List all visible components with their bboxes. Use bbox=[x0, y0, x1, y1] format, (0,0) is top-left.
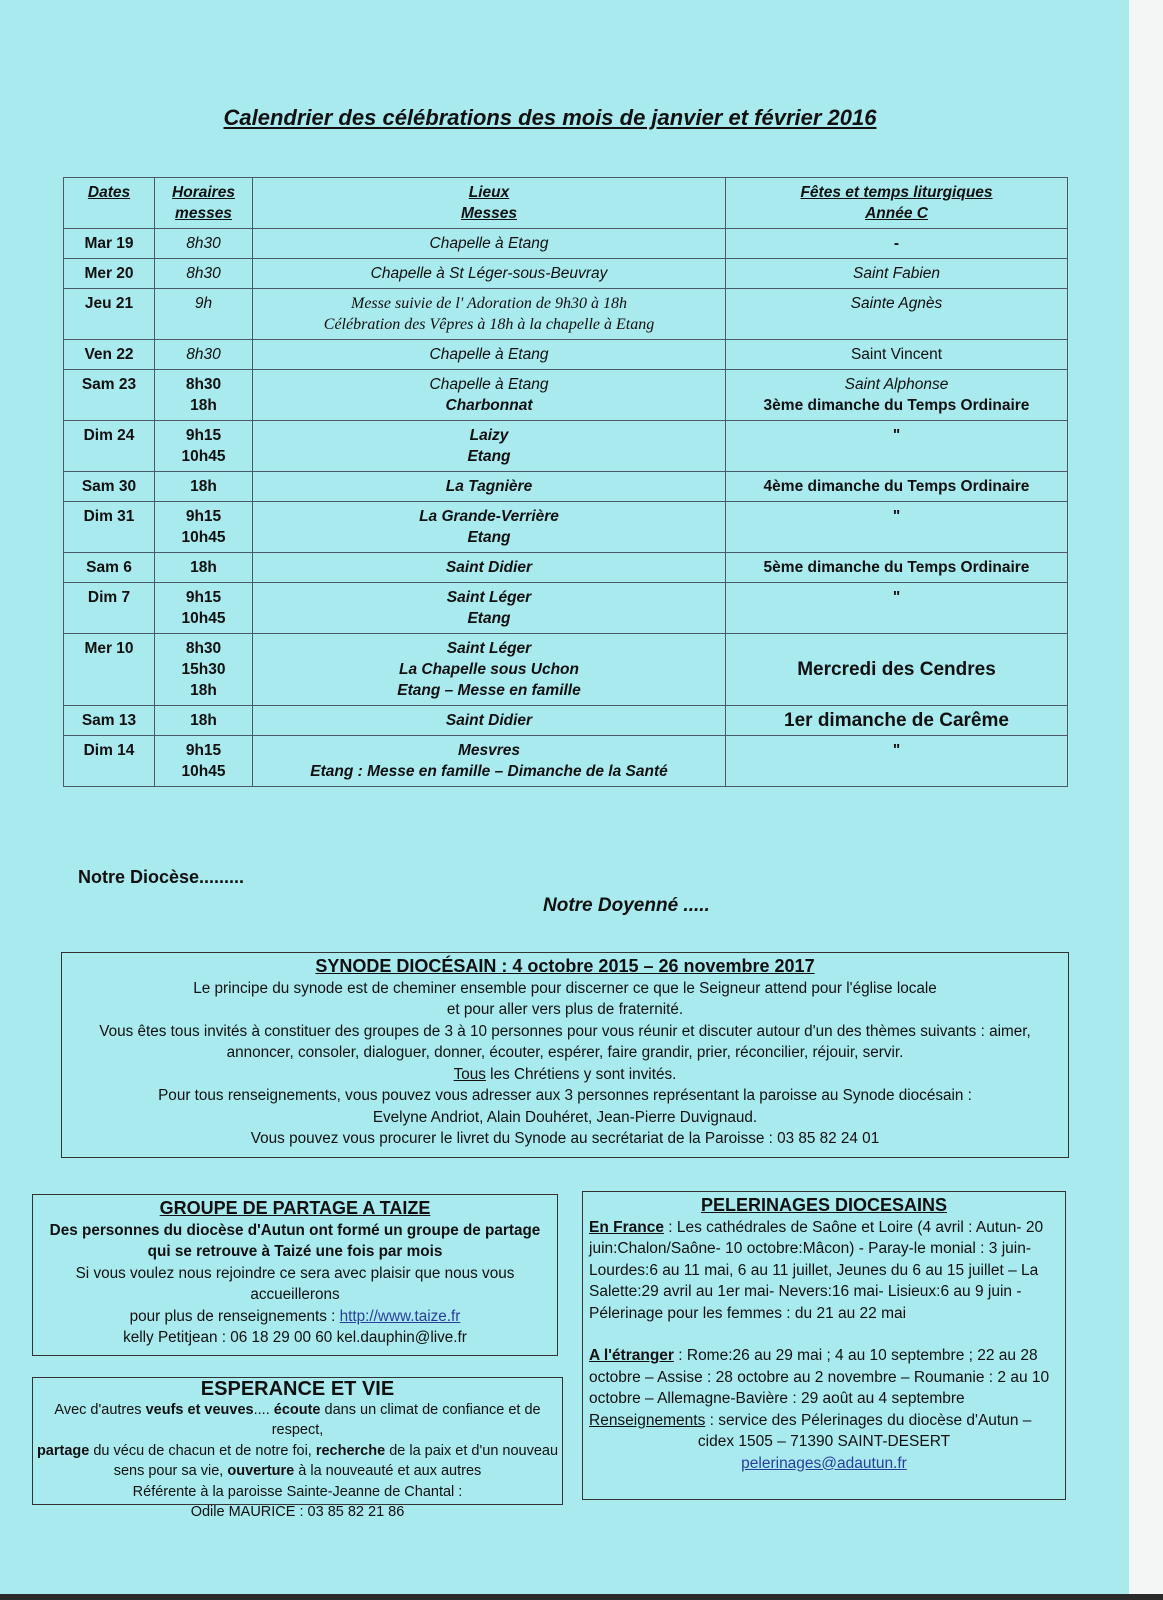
feast-value: 3ème dimanche du Temps Ordinaire bbox=[763, 397, 1030, 414]
table-row bbox=[64, 259, 1068, 289]
table-row bbox=[64, 340, 1068, 370]
feast-value: " bbox=[892, 589, 901, 606]
place-value: Etang bbox=[467, 448, 511, 465]
taize-link[interactable]: http://www.taize.fr bbox=[339, 1307, 461, 1325]
place-value: Saint Léger bbox=[446, 640, 532, 657]
table-row bbox=[64, 634, 1068, 706]
cell-feasts bbox=[726, 634, 1068, 706]
esperance-line: Référente à la paroisse Sainte-Jeanne de Chantal : bbox=[132, 1483, 463, 1500]
cell-places bbox=[253, 634, 726, 706]
cell-date: Mar 19 bbox=[64, 229, 155, 259]
time-value: 9h15 bbox=[185, 742, 222, 759]
table-row bbox=[64, 502, 1068, 553]
place-value: Chapelle à Etang bbox=[429, 235, 549, 252]
cell-date: Sam 13 bbox=[64, 706, 155, 736]
cell-feasts bbox=[726, 706, 1068, 736]
cell-date: Sam 23 bbox=[64, 370, 155, 421]
cell-date: Sam 30 bbox=[64, 472, 155, 502]
time-value: 9h15 bbox=[185, 589, 222, 606]
place-value: Chapelle à St Léger-sous-Beuvray bbox=[370, 265, 608, 282]
cell-times bbox=[155, 634, 253, 706]
place-value: Chapelle à Etang bbox=[429, 346, 549, 363]
time-value: 8h30 bbox=[186, 346, 221, 363]
pelerinages-email-wrap bbox=[583, 1453, 1065, 1475]
esperance-title: ESPERANCE ET VIE bbox=[200, 1378, 395, 1400]
esperance-line: Avec d'autres veufs et veuves.... écoute dans un climat de confiance et de respect, bbox=[54, 1401, 541, 1438]
cell-places bbox=[253, 502, 726, 553]
place-value: Charbonnat bbox=[445, 397, 533, 414]
cell-feasts bbox=[726, 502, 1068, 553]
table-row bbox=[64, 706, 1068, 736]
table-row bbox=[64, 421, 1068, 472]
page-edge bbox=[1129, 0, 1163, 1600]
feast-value: Saint Fabien bbox=[852, 265, 941, 282]
cell-times bbox=[155, 340, 253, 370]
time-value: 10h45 bbox=[181, 448, 226, 465]
cell-date: Mer 20 bbox=[64, 259, 155, 289]
time-value: 8h30 bbox=[185, 376, 222, 393]
taize-line: kelly Petitjean : 06 18 29 00 60 kel.dauphin@live.fr bbox=[123, 1329, 467, 1346]
place-value: Laizy bbox=[469, 427, 509, 444]
cell-places bbox=[253, 706, 726, 736]
synode-line: Tous les Chrétiens y sont invités. bbox=[453, 1065, 677, 1083]
cell-places bbox=[253, 553, 726, 583]
synode-line: Evelyne Andriot, Alain Douhéret, Jean-Pierre Duvignaud. bbox=[372, 1108, 758, 1126]
cell-date: Dim 14 bbox=[64, 736, 155, 787]
cell-places bbox=[253, 340, 726, 370]
place-value: Chapelle à Etang bbox=[429, 376, 549, 393]
page-title: Calendrier des célébrations des mois de janvier et février 2016 bbox=[223, 105, 877, 130]
place-value: Saint Didier bbox=[445, 559, 533, 576]
place-value: Etang : Messe en famille – Dimanche de la Santé bbox=[310, 763, 668, 780]
place-value: La Chapelle sous Uchon bbox=[398, 661, 579, 678]
feast-value: " bbox=[892, 508, 901, 525]
cell-times bbox=[155, 289, 253, 340]
esperance-line: sens pour sa vie, ouverture à la nouveauté et aux autres bbox=[113, 1463, 482, 1479]
cell-places bbox=[253, 289, 726, 340]
cell-places bbox=[253, 472, 726, 502]
pelerinages-etranger: A l'étranger : Rome:26 au 29 mai ; 4 au 10 septembre ; 22 au 28 octobre – Assise : 28 octobre au 2 novembre – Roumanie : 2 au 10 octobre – Allemagne-Bavière : 29 août au 4 septembre bbox=[589, 1347, 1050, 1407]
cell-feasts bbox=[726, 421, 1068, 472]
table-row bbox=[64, 472, 1068, 502]
cell-feasts bbox=[726, 229, 1068, 259]
place-value: Mesvres bbox=[457, 742, 521, 759]
time-value: 18h bbox=[190, 712, 217, 729]
time-value: 10h45 bbox=[181, 610, 226, 627]
time-value: 18h bbox=[190, 559, 217, 576]
table-row bbox=[64, 229, 1068, 259]
doyenne-heading: Notre Doyenné ..... bbox=[543, 895, 710, 916]
place-value: Etang bbox=[467, 610, 511, 627]
cell-times bbox=[155, 259, 253, 289]
cell-feasts bbox=[726, 472, 1068, 502]
cell-times bbox=[155, 502, 253, 553]
taize-box bbox=[32, 1194, 558, 1356]
pelerinages-renseignements: Renseignements : service des Pélerinages du diocèse d'Autun – bbox=[589, 1411, 1032, 1429]
table-header-row bbox=[64, 178, 1068, 229]
cell-feasts bbox=[726, 289, 1068, 340]
pelerinages-france: En France : Les cathédrales de Saône et Loire (4 avril : Autun- 20 juin:Chalon/Saône- 10 octobre:Mâcon) - Paray-le monial : 3 juin-Lourdes:6 au 11 mai, 6 au 11 juillet, Jeunes du 6 au 15 juillet – La Salette:29 avril au 1er mai- Nevers:16 mai- Lisieux:6 au 9 juin -Pélerinage pour les femmes : du 21 au 22 mai bbox=[589, 1218, 1044, 1322]
synode-line: Le principe du synode est de cheminer ensemble pour discerner ce que le Seigneur attend pour l'église locale bbox=[193, 979, 937, 997]
cell-date: Dim 7 bbox=[64, 583, 155, 634]
place-value: Etang – Messe en famille bbox=[397, 682, 581, 699]
synode-title: SYNODE DIOCÉSAIN : 4 octobre 2015 – 26 novembre 2017 bbox=[315, 956, 815, 976]
cell-feasts bbox=[726, 583, 1068, 634]
page-bottom-edge bbox=[0, 1594, 1163, 1600]
cell-places bbox=[253, 259, 726, 289]
place-value: Etang bbox=[467, 529, 511, 546]
cell-times bbox=[155, 472, 253, 502]
synode-line: Vous pouvez vous procurer le livret du Synode au secrétariat de la Paroisse : 03 85 82 24 01 bbox=[250, 1130, 880, 1147]
time-value: 18h bbox=[190, 682, 217, 699]
esperance-line: partage du vécu de chacun et de notre foi, recherche de la paix et d'un nouveau bbox=[36, 1442, 559, 1459]
esperance-box bbox=[32, 1377, 563, 1520]
cell-places bbox=[253, 229, 726, 259]
taize-line: pour plus de renseignements : http://www.taize.fr bbox=[129, 1307, 461, 1325]
pelerinages-email[interactable]: pelerinages@adautun.fr bbox=[741, 1454, 907, 1472]
table-row bbox=[64, 583, 1068, 634]
synode-line: Pour tous renseignements, vous pouvez vous adresser aux 3 personnes représentant la paroisse au Synode diocésain : bbox=[158, 1087, 972, 1104]
time-value: 18h bbox=[190, 478, 217, 495]
taize-line: accueillerons bbox=[250, 1286, 340, 1303]
feast-value: - bbox=[893, 235, 900, 252]
table-row bbox=[64, 370, 1068, 421]
feast-value: 5ème dimanche du Temps Ordinaire bbox=[763, 559, 1030, 576]
synode-line: et pour aller vers plus de fraternité. bbox=[446, 1001, 684, 1018]
cell-places bbox=[253, 370, 726, 421]
cell-times bbox=[155, 229, 253, 259]
synode-line: Vous êtes tous invités à constituer des groupes de 3 à 10 personnes pour vous réunir et discuter autour d'un des thèmes suivants : aimer, bbox=[99, 1022, 1031, 1040]
taize-line: Si vous voulez nous rejoindre ce sera avec plaisir que nous vous bbox=[75, 1264, 515, 1282]
time-value: 10h45 bbox=[181, 763, 226, 780]
table-row bbox=[64, 289, 1068, 340]
header-fetes: Fêtes et temps liturgiques Année C bbox=[726, 178, 1068, 229]
cell-times bbox=[155, 706, 253, 736]
feast-value: Mercredi des Cendres bbox=[797, 659, 996, 680]
feast-value: Saint Vincent bbox=[850, 346, 943, 363]
place-value: Saint Léger bbox=[446, 589, 532, 606]
taize-line: Des personnes du diocèse d'Autun ont formé un groupe de partage bbox=[49, 1221, 541, 1239]
time-value: 9h15 bbox=[185, 508, 222, 525]
diocese-heading: Notre Diocèse......... bbox=[78, 867, 245, 887]
table-row bbox=[64, 553, 1068, 583]
cell-feasts bbox=[726, 370, 1068, 421]
time-value: 8h30 bbox=[186, 235, 221, 252]
feast-value: " bbox=[892, 742, 901, 759]
cell-feasts bbox=[726, 553, 1068, 583]
pelerinages-title: PELERINAGES DIOCESAINS bbox=[700, 1195, 948, 1215]
cell-date: Sam 6 bbox=[64, 553, 155, 583]
header-dates: Dates bbox=[64, 178, 155, 229]
synode-box bbox=[61, 952, 1069, 1158]
pelerinages-address: cidex 1505 – 71390 SAINT-DESERT bbox=[697, 1433, 951, 1450]
cell-feasts bbox=[726, 340, 1068, 370]
place-value: Saint Didier bbox=[445, 712, 533, 729]
header-lieux: Lieux Messes bbox=[253, 178, 726, 229]
time-value: 9h15 bbox=[185, 427, 222, 444]
cell-date: Jeu 21 bbox=[64, 289, 155, 340]
place-value: La Grande-Verrière bbox=[419, 508, 559, 525]
calendar-table bbox=[63, 177, 1068, 787]
cell-times bbox=[155, 421, 253, 472]
cell-date: Dim 24 bbox=[64, 421, 155, 472]
cell-places bbox=[253, 421, 726, 472]
time-value: 8h30 bbox=[185, 640, 222, 657]
place-value: La Tagnière bbox=[445, 478, 533, 495]
feast-value: Saint Alphonse bbox=[844, 376, 949, 393]
taize-title: GROUPE DE PARTAGE A TAIZE bbox=[159, 1198, 431, 1218]
time-value: 15h30 bbox=[181, 661, 226, 678]
feast-value: 4ème dimanche du Temps Ordinaire bbox=[763, 478, 1030, 495]
cell-date: Ven 22 bbox=[64, 340, 155, 370]
esperance-line: Odile MAURICE : 03 85 82 21 86 bbox=[190, 1504, 405, 1520]
cell-times bbox=[155, 736, 253, 787]
cell-date: Mer 10 bbox=[64, 634, 155, 706]
pelerinages-box bbox=[582, 1191, 1066, 1500]
table-row bbox=[64, 736, 1068, 787]
place-value: Célébration des Vêpres à 18h à la chapelle à Etang bbox=[323, 316, 655, 333]
cell-times bbox=[155, 370, 253, 421]
cell-date: Dim 31 bbox=[64, 502, 155, 553]
place-value: Messe suivie de l' Adoration de 9h30 à 18h bbox=[351, 295, 627, 312]
feast-value: " bbox=[892, 427, 901, 444]
cell-places bbox=[253, 736, 726, 787]
cell-feasts bbox=[726, 736, 1068, 787]
feast-value: 1er dimanche de Carême bbox=[784, 710, 1009, 731]
time-value: 18h bbox=[190, 397, 217, 414]
time-value: 10h45 bbox=[181, 529, 226, 546]
cell-times bbox=[155, 583, 253, 634]
cell-feasts bbox=[726, 259, 1068, 289]
cell-times bbox=[155, 553, 253, 583]
time-value: 8h30 bbox=[186, 265, 221, 282]
time-value: 9h bbox=[194, 295, 213, 312]
synode-line: annoncer, consoler, dialoguer, donner, écouter, espérer, faire grandir, prier, réconcilier, réjouir, servir. bbox=[226, 1044, 904, 1061]
taize-line: qui se retrouve à Taizé une fois par mois bbox=[147, 1243, 443, 1260]
cell-places bbox=[253, 583, 726, 634]
header-horaires: Horaires messes bbox=[155, 178, 253, 229]
feast-value: Sainte Agnès bbox=[850, 295, 943, 312]
